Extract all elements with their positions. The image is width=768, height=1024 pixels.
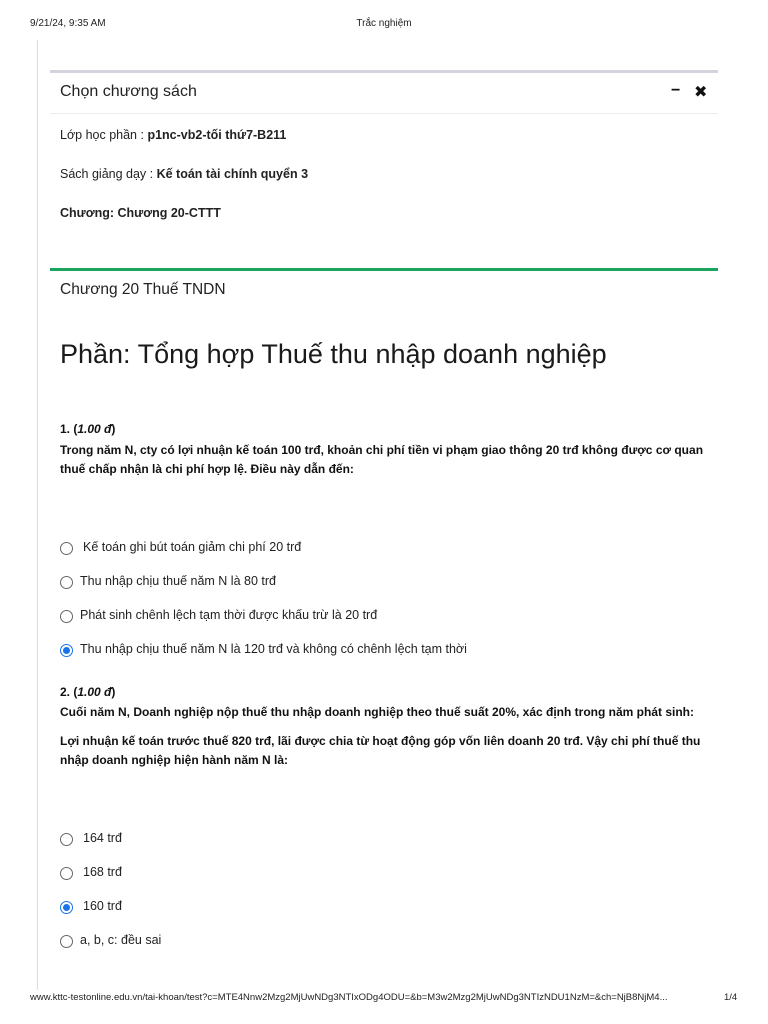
book-label: Sách giảng dạy : [60,167,157,181]
print-header [0,18,768,34]
question-number: 2. [60,685,71,699]
question-2-text: Cuối năm N, Doanh nghiệp nộp thuế thu nhập doanh nghiệp theo thuế suất 20%, xác định trong năm phát sinh: [60,705,694,719]
class-label: Lớp học phần : [60,128,148,142]
option-label: Phát sinh chênh lệch tạm thời được khấu trừ là 20 trđ [80,608,378,622]
question-2-header: 2. (1.00 đ) [60,685,116,699]
class-info [60,128,286,142]
print-page-title: Trắc nghiệm [356,18,412,29]
question-number: 1. [60,422,71,436]
radio-button-selected[interactable] [60,901,73,914]
book-value: Kế toán tài chính quyển 3 [156,167,309,181]
radio-button[interactable] [60,576,73,589]
option-label: Thu nhập chịu thuế năm N là 80 trđ [80,574,276,588]
radio-button[interactable] [60,935,73,948]
option-label: a, b, c: đều sai [80,933,162,947]
quiz-panel [50,268,718,971]
radio-button[interactable] [60,833,73,846]
option-label: 168 trđ [83,865,122,879]
question-1-header: 1. (1.00 đ) [60,422,116,436]
section-title: Phần: Tổng hợp Thuế thu nhập doanh nghiệp [60,339,607,369]
radio-button[interactable] [60,610,73,623]
question-points: 1.00 đ [77,685,112,699]
minus-icon[interactable]: − [671,82,681,99]
close-icon[interactable]: ✖ [694,84,708,101]
class-value: p1nc-vb2-tối thứ7-B211 [147,128,287,142]
quiz-chapter-title: Chương 20 Thuế TNDN [60,281,226,298]
radio-button[interactable] [60,867,73,880]
chapter-picker-panel [50,70,718,233]
chapter-label: Chương: Chương 20-CTTT [60,206,221,220]
option-label: 164 trđ [83,831,122,845]
radio-button-selected[interactable] [60,644,73,657]
chapter-picker-title: Chọn chương sách [60,83,197,100]
book-info [60,167,308,181]
left-divider [37,40,38,990]
chapter-info [60,206,221,220]
option-label: 160 trđ [83,899,122,913]
print-footer [0,992,768,1006]
question-2-text-continued: Lợi nhuận kế toán trước thuế 820 trđ, lãi được chia từ hoạt động góp vốn liên doanh 20 trđ. Vậy chi phí thuế thu nhập doanh nghiệp hiện hành năm N là: [60,734,701,767]
page-number: 1/4 [724,992,738,1003]
radio-button[interactable] [60,542,73,555]
question-points: 1.00 đ [77,422,112,436]
option-label: Thu nhập chịu thuế năm N là 120 trđ và không có chênh lệch tạm thời [80,642,467,656]
print-datetime: 9/21/24, 9:35 AM [30,18,106,29]
page-url: www.kttc-testonline.edu.vn/tai-khoan/test?c=MTE4Nnw2Mzg2MjUwNDg3NTIxODg4ODU=&b=M3w2Mzg2MjUwNDg3NTIzNDU1NzM=&ch=NjB8NjM4... [30,992,668,1003]
option-label: Kế toán ghi bút toán giảm chi phí 20 trđ [83,540,302,554]
question-1-text: Trong năm N, cty có lợi nhuận kế toán 100 trđ, khoản chi phí tiền vi phạm giao thông 20 trđ không được cơ quan thuế chấp nhận là chi phí hợp lệ. Điều này dẫn đến: [60,443,704,476]
chapter-picker-header [50,73,718,114]
